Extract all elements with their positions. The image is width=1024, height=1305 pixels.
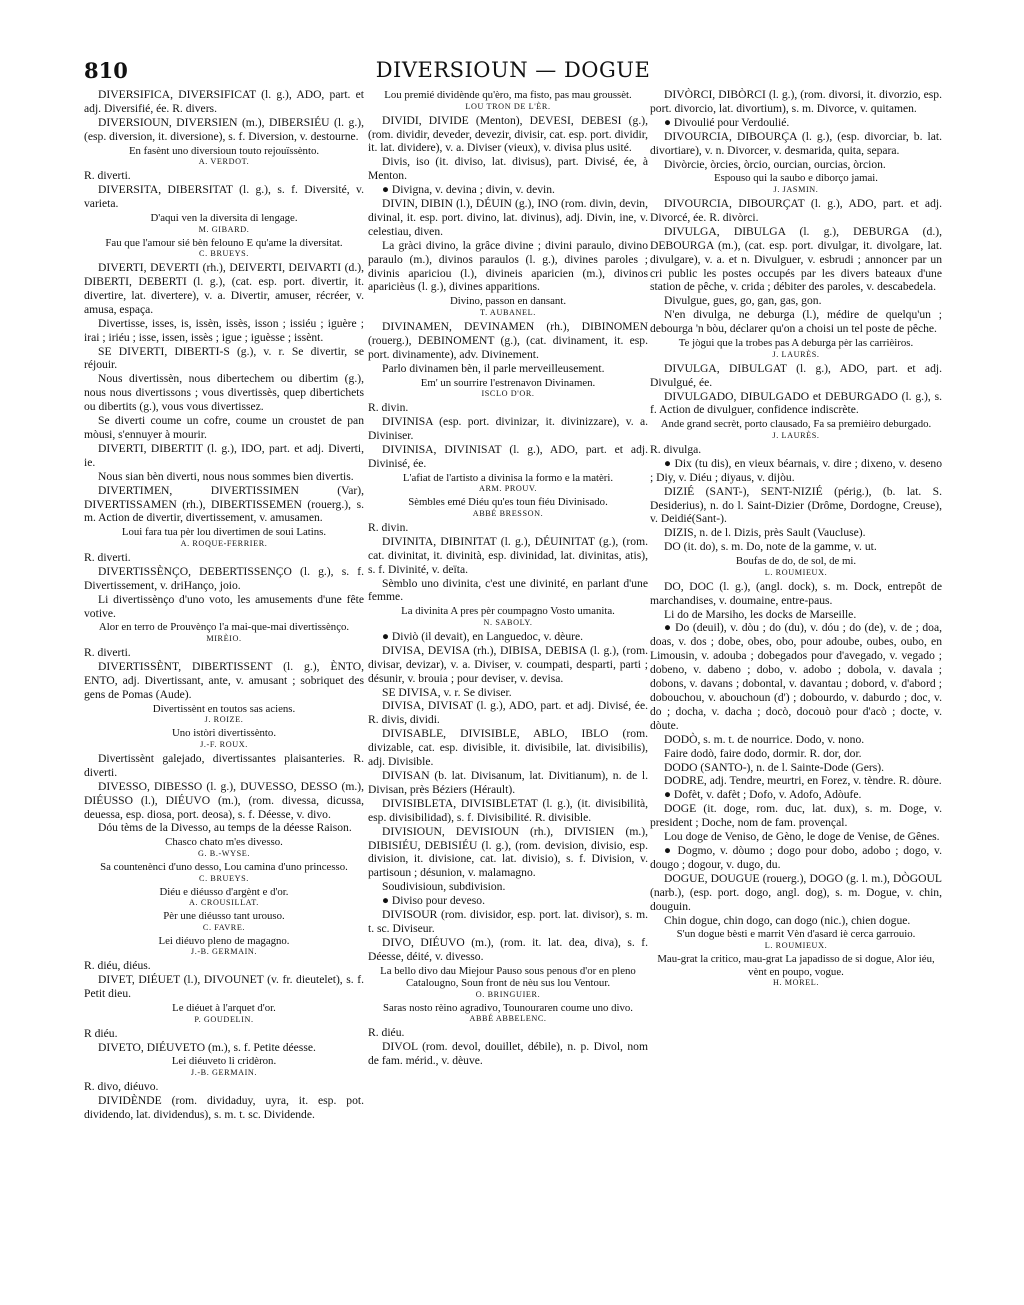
reference-line: R. diverti. bbox=[84, 169, 131, 183]
dictionary-entry: Parlo divinamen bèn, il parle merveilleusement. bbox=[382, 361, 605, 375]
dictionary-entry: ● Dogmo, v. dòumo ; dogo pour dobo, adobo ; dogo, v. dougo ; dogour, v. dugo, du. bbox=[650, 843, 942, 871]
quotation-author: A. CROUSILLAT. bbox=[189, 898, 259, 908]
reference-line: R. divin. bbox=[368, 520, 409, 534]
dictionary-entry: DIVERTI, DEVERTI (rh.), DEIVERTI, DEIVARTI (d.), DIBERTI, DEBERTI (l. g.), (cat. esp. port. divertir, it. divertire, lat. divertere), v. a. Divertir, amuser, récréer, v. amusa, espaça. bbox=[84, 261, 364, 316]
dictionary-entry: Divulgue, gues, go, gan, gas, gon. bbox=[664, 294, 822, 308]
dictionary-entry: La gràci divino, la grâce divine ; divini paraulo, divino paraulo (m.), divinos paraulos (l. g.), divines paroles ; divinis apariciou (l.), divineis aparicien (m.), divinos aparicièus (l. g.), divines apparitions. bbox=[368, 238, 648, 294]
quotation: En fasènt uno diversioun touto rejouïssènto. bbox=[128, 144, 320, 157]
quotation-author: C. BRUEYS. bbox=[199, 873, 249, 883]
quotation-author: ABBÉ ABBELENC. bbox=[469, 1014, 547, 1024]
dictionary-entry: Soudivisioun, subdivision. bbox=[382, 880, 506, 894]
column-left bbox=[84, 88, 364, 1293]
quotation: Lou premié dividènde qu'èro, ma fisto, pas mau groussèt. bbox=[384, 89, 632, 101]
dictionary-entry: ● Divigna, v. devina ; divin, v. devin. bbox=[382, 183, 555, 197]
reference-line: R. divulga. bbox=[650, 442, 702, 456]
quotation: Ande grand secrèt, porto clausado, Fa sa premièiro deburgado. bbox=[660, 418, 932, 431]
quotation: Lei diéuveto li cridèron. bbox=[171, 1055, 277, 1068]
quotation: Loui fara tua pèr lou divertimen de soui Latins. bbox=[121, 526, 327, 539]
dictionary-entry: DIVETO, DIÉUVETO (m.), s. f. Petite déesse. bbox=[98, 1040, 316, 1054]
quotation: La divinita A pres pèr coumpagno Vosto umanita. bbox=[401, 605, 615, 618]
dictionary-entry: DO, DOC (l. g.), (angl. dock), s. m. Dock, entrepôt de marchandises, v. doumaine, entre-paus. bbox=[650, 579, 942, 607]
dictionary-entry: DODO (SANTO-), n. de l. Sainte-Dode (Gers). bbox=[664, 760, 885, 774]
reference-line: R. diéu. bbox=[368, 1026, 405, 1040]
dictionary-entry: DIVULGA, DIBULGAT (l. g.), ADO, part. et adj. Divulgué, ée. bbox=[650, 361, 942, 389]
dictionary-entry: DIVOL (rom. devol, douillet, débile), n. p. Divol, nom de fam. mérid., v. dèuve. bbox=[368, 1040, 648, 1068]
dictionary-entry: Nous divertissèn, nous dibertechem ou dibertim (g.), nous nous divertissons ; vous divertissès, quep dibertichets ou dibertits (g.), vous vous divertissez. bbox=[84, 372, 364, 414]
quotation: Divertissènt en toutos sas aciens. bbox=[152, 702, 296, 715]
dictionary-entry: SE DIVISA, v. r. Se diviser. bbox=[382, 685, 512, 699]
quotation-author: C. FAVRE. bbox=[202, 922, 246, 932]
quotation-author: ABBÉ BRESSON. bbox=[472, 508, 544, 518]
dictionary-entry: DIVINAMEN, DEVINAMEN (rh.), DIBINOMEN (rouerg.), DEBINOMENT (g.), (cat. divinament, it. esp. port. divinamente), adv. Divinement. bbox=[368, 319, 648, 361]
dictionary-entry: DIVIDÈNDE (rom. dividaduy, uyra, it. esp. pot. dividendo, lat. dividendus), s. m. t. sc. Dividende. bbox=[84, 1093, 364, 1121]
quotation: Divino, passon en dansant. bbox=[449, 295, 567, 308]
dictionary-entry: Divòrcie, òrcies, òrcio, ourcian, ourcias, òrcion. bbox=[664, 157, 886, 171]
quotation: S'un dogue bèsti e marrit Vèn d'asard iè cerca garrouio. bbox=[676, 928, 916, 941]
dictionary-entry: DIVIN, DIBIN (l.), DÉUIN (g.), INO (rom. divin, devin, divinal, it. esp. port. divino, lat. divinus), adj. Divin, ine, v. celestiau, diven. bbox=[368, 197, 648, 238]
quotation: La bello divo dau Miejour Pauso sous penous d'or en pleno Catalougno, Soun front de nèu sus lou Ventour. bbox=[380, 964, 636, 990]
reference-line: R diéu. bbox=[84, 1026, 118, 1040]
dictionary-entry: DODÒ, s. m. t. de nourrice. Dodo, v. nono. bbox=[664, 732, 865, 746]
quotation: Lei diéuvo pleno de magagno. bbox=[158, 934, 290, 947]
dictionary-entry: DIVISA, DEVISA (rh.), DIBISA, DEBISA (l. g.), (rom. divisar, devizar), v. a. Diviser, v. coumpati, desparti, parti ; désunir, v. brouia ; pour deviser, v. devisa. bbox=[368, 643, 648, 685]
quotation: Boufas de do, de sol, de mi. bbox=[735, 555, 857, 568]
dictionary-entry: Dóu tèms de la Divesso, au temps de la déesse Raison. bbox=[98, 821, 352, 835]
dictionary-entry: DIVET, DIÉUET (l.), DIVOUNET (v. fr. dieutelet), s. f. Petit dieu. bbox=[84, 973, 364, 1001]
quotation: Mau-grat la critico, mau-grat La japadisso de si dogue, Alor iéu, vènt en poupo, vogue. bbox=[657, 953, 935, 978]
reference-line: R. divin. bbox=[368, 401, 409, 415]
column-right bbox=[650, 88, 942, 1293]
dictionary-entry: DIVERSITA, DIBERSITAT (l. g.), s. f. Diversité, v. varieta. bbox=[84, 183, 364, 211]
dictionary-entry: DIVERSIOUN, DIVERSIEN (m.), DIBERSIÉU (l. g.), (esp. diversion, it. diversione), s. f. Diversion, v. destourne. bbox=[84, 115, 364, 143]
quotation-author: ARM. PROUV. bbox=[478, 484, 538, 494]
reference-line: R. diverti. bbox=[84, 646, 131, 660]
dictionary-entry: DIVERSIFICA, DIVERSIFICAT (l. g.), ADO, part. et adj. Diversifié, ée. R. divers. bbox=[84, 88, 364, 115]
quotation-author: T. AUBANEL. bbox=[480, 307, 536, 317]
quotation: Alor en terro de Prouvènço l'a mai-que-mai divertissènço. bbox=[98, 621, 350, 634]
dictionary-entry: DIVERTISSÈNÇO, DEBERTISSENÇO (l. g.), s. f. Divertissement, v. driHanço, joio. bbox=[84, 564, 364, 592]
dictionary-entry: DIVULGADO, DIBULGADO et DEBURGADO (l. g.), s. f. Action de divulguer, confidence indiscrète. bbox=[650, 389, 942, 417]
page-number: 810 bbox=[84, 58, 128, 83]
dictionary-entry: ● Dofèt, v. dafèt ; Dofo, v. Adofo, Adòufe. bbox=[664, 788, 862, 802]
quotation-author: J.-B. GERMAIN. bbox=[190, 1068, 258, 1077]
dictionary-entry: DIVISABLE, DIVISIBLE, ABLO, IBLO (rom. divizable, cat. esp. divisible, it. divisibile, lat. divisibilis), adj. Divisible. bbox=[368, 727, 648, 769]
quotation-author: LOU TRON DE L'ÈR. bbox=[465, 101, 551, 111]
dictionary-entry: DIVINITA, DIBINITAT (l. g.), DÉUINITAT (g.), (rom. cat. divinitat, it. divinità, esp. divinidad, lat. divinitas, atis), s. f. Divinité, v. deïta. bbox=[368, 534, 648, 576]
dictionary-entry: DIVOURCIA, DIBOURÇA (l. g.), (esp. divorciar, b. lat. divortiare), v. n. Divorcer, v. desmarida, quita, separa. bbox=[650, 129, 942, 157]
quotation-author: L. ROUMIEUX. bbox=[764, 941, 828, 950]
page-header bbox=[84, 58, 942, 84]
dictionary-entry: DIVULGA, DIBULGA (l. g.), DEBURGA (d.), DEBOURGA (m.), (cat. esp. port. divulgar, it. divolgare, lat. divulgare), v. a. et n. Divulguer, v. esbrudi ; annoncer par un cri public les postes occupés par les divers bateaux d'une station de pêche, v. crida ; débiter des paroles, v. descabedela. bbox=[650, 224, 942, 294]
quotation-author: O. BRINGUIER. bbox=[475, 989, 541, 999]
quotation-author: J. LAURÈS. bbox=[772, 430, 820, 440]
reference-line: R. diéu, diéus. bbox=[84, 959, 151, 973]
dictionary-entry: N'en divulga, ne deburga (l.), médire de quelqu'un ; debourga 'n bòu, déclarer qu'on a choisi un tel poste de pêche. bbox=[650, 308, 942, 336]
dictionary-entry: DIZIS, n. de l. Dizis, près Sault (Vaucluse). bbox=[664, 526, 866, 540]
quotation-author: A. ROQUE-FERRIER. bbox=[180, 538, 268, 548]
quotation: Em' un sourrire l'estrenavon Divinamen. bbox=[420, 376, 596, 389]
dictionary-entry: Li do de Marsiho, les docks de Marseille. bbox=[664, 607, 857, 621]
reference-line: R. divo, diéuvo. bbox=[84, 1080, 159, 1093]
dictionary-entry: DIZIÉ (SANT-), SENT-NIZIÉ (périg.), (b. lat. S. Desiderius), n. do l. Saint-Dizier (Drôme, Dordogne, Creuse), v. Deidié(Sant-). bbox=[650, 484, 942, 526]
dictionary-entry: Nous sian bèn diverti, nous nous sommes bien divertis. bbox=[98, 469, 354, 483]
running-title: DIVERSIOUN — DOGUE bbox=[375, 58, 651, 82]
dictionary-entry: DIVÒRCI, DIBÒRCI (l. g.), (rom. divorsi, it. divorzio, esp. port. divorcio, lat. divortium), s. m. Divorce, v. quitamen. bbox=[650, 88, 942, 115]
dictionary-entry: DIVISA, DIVISAT (l. g.), ADO, part. et adj. Divisé, ée. R. divis, dividi. bbox=[368, 699, 648, 727]
quotation: Pèr une diéusso tant urouso. bbox=[163, 910, 285, 923]
dictionary-entry: Divis, iso (it. diviso, lat. divisus), part. Divisé, ée, à Menton. bbox=[368, 155, 648, 183]
dictionary-entry: DIVERTISSÈNT, DIBERTISSENT (l. g.), ÈNTO, ENTO, adj. Divertissant, ante, v. amusant ; sobriquet des gens de Pomas (Aude). bbox=[84, 659, 364, 701]
dictionary-entry: DO (it. do), s. m. Do, note de la gamme, v. ut. bbox=[664, 540, 877, 554]
quotation: Chasco chato m'es divesso. bbox=[165, 836, 283, 849]
quotation-author: N. SABOLY. bbox=[483, 617, 533, 627]
dictionary-entry: ● Dix (tu dis), en vieux béarnais, v. dire ; dixeno, v. deseno ; Diy, v. Diéu ; diyaus, v. dijòu. bbox=[650, 456, 942, 484]
dictionary-entry: DODRE, adj. Tendre, meurtri, en Forez, v. tèndre. R. dòure. bbox=[664, 774, 942, 788]
dictionary-entry: DIVOURCIA, DIBOURÇAT (l. g.), ADO, part. et adj. Divorcé, ée. R. divòrci. bbox=[650, 197, 942, 224]
quotation-author: J. LAURÈS. bbox=[772, 349, 820, 359]
quotation: Sa countenènci d'uno desso, Lou camina d'uno princesso. bbox=[100, 860, 348, 873]
quotation-author: G. B.-WYSE. bbox=[197, 848, 251, 858]
dictionary-entry: ● Divoulié pour Verdoulié. bbox=[664, 115, 790, 129]
quotation: D'aqui ven la diversita di lengage. bbox=[150, 211, 298, 224]
quotation: Le diéuet à l'arquet d'or. bbox=[172, 1002, 276, 1014]
dictionary-entry: DIVO, DIÉUVO (m.), (rom. it. lat. dea, diva), s. f. Déesse, déité, v. divesso. bbox=[368, 935, 648, 963]
dictionary-entry: ● Diviò (il devait), en Languedoc, v. dèure. bbox=[382, 629, 584, 643]
dictionary-entry: Chin dogue, chin dogo, can dogo (nic.), chien dogue. bbox=[664, 913, 911, 927]
quotation-author: J.-F. ROUX. bbox=[200, 739, 248, 749]
dictionary-entry: DIVERTI, DIBERTIT (l. g.), IDO, part. et adj. Diverti, ie. bbox=[84, 441, 364, 469]
quotation: Sèmbles emé Diéu qu'es toun fiéu Divinisado. bbox=[408, 496, 608, 509]
dictionary-entry: Li divertissènço d'uno voto, les amusements d'une fête votive. bbox=[84, 592, 364, 620]
column-middle bbox=[368, 88, 648, 1293]
quotation: Saras nosto rèino agradivo, Tounouraren coume uno divo. bbox=[382, 1001, 633, 1014]
quotation-author: ISCLO D'OR. bbox=[481, 389, 535, 399]
dictionary-entry: DIVISIBLETA, DIVISIBLETAT (l. g.), (it. divisibilità, esp. divisibilidad), s. f. Divisibilité. R. divisible. bbox=[368, 796, 648, 824]
quotation-author: H. MOREL. bbox=[772, 978, 820, 988]
dictionary-entry: DIVIDI, DIVIDE (Menton), DEVESI, DEBESI (g.), (rom. dividir, deveder, devezir, divisir, cat. esp. port. dividir, it. lat. dividere), v. a. Diviser (vieux), v. divisa plus usité. bbox=[368, 113, 648, 155]
quotation-author: J. ROIZE. bbox=[204, 715, 244, 725]
dictionary-entry: DOGE (it. doge, rom. duc, lat. dux), s. m. Doge, v. president ; Doche, nom de fam. provençal. bbox=[650, 802, 942, 830]
quotation-author: M. GIBARD. bbox=[198, 224, 250, 234]
dictionary-entry: ● Do (deuil), v. dòu ; do (du), v. dóu ; do (de), v. de ; doa, doas, v. dos ; dobe, obes, obo, pour adoube, oubes, oubo, en Limousin, v. adouba ; dobegados pour d'avegado, v. vegado ; dobeno, v. dabeno ; dobo, v. adobo ; dobola, v. davala ; dobons, v. davans ; dobontal, v. davantau ; dobord, v. d'abord ; dobouchou, v. abouchoun (d') ; dobourdo, v. daburdo ; doc, v. do ; docha, v. dacha ; docò, docouò pour d'acò ; docte, v. dòute. bbox=[650, 621, 942, 732]
dictionary-entry: DIVINISA, DIVINISAT (l. g.), ADO, part. et adj. Divinisé, ée. bbox=[368, 442, 648, 470]
dictionary-entry: Divertissènt galejado, divertissantes plaisanteries. R. diverti. bbox=[84, 751, 364, 779]
quotation: Uno istòri divertissènto. bbox=[171, 727, 277, 740]
reference-line: R. diverti. bbox=[84, 550, 131, 564]
dictionary-entry: DIVERTIMEN, DIVERTISSIMEN (Var), DIVERTISSAMEN (rh.), DIBERTISSEMEN (rouerg.), s. m. Action de divertir, divertissement, v. amusamen. bbox=[84, 483, 364, 525]
quotation: L'afiat de l'artisto a divinisa la formo e la matèri. bbox=[402, 471, 614, 484]
quotation: Fau que l'amour sié bèn felouno E qu'ame la diversitat. bbox=[105, 236, 343, 249]
dictionary-entry: Faire dodò, faire dodo, dormir. R. dor, dor. bbox=[664, 746, 862, 760]
dictionary-entry: DIVESSO, DIBESSO (l. g.), DUVESSO, DESSO (m.), DIÉUSSO (l.), DIÉUVO (m.), (rom. divessa, dicussa, deuessa, esp. diosa, port. deosa), s. f. Déesse, v. divo. bbox=[84, 779, 364, 821]
dictionary-entry: ● Diviso pour deveso. bbox=[382, 894, 485, 908]
quotation-author: J.-B. GERMAIN. bbox=[190, 947, 258, 957]
quotation-author: L. ROUMIEUX. bbox=[764, 567, 828, 577]
quotation: Diéu e diéusso d'argènt e d'or. bbox=[159, 885, 289, 898]
dictionary-entry: DIVINISA (esp. port. divinizar, it. divinizzare), v. a. Diviniser. bbox=[368, 415, 648, 442]
dictionary-entry: Sèmblo uno divinita, c'est une divinité, en parlant d'une femme. bbox=[368, 576, 648, 604]
quotation-author: A. VERDOT. bbox=[198, 157, 250, 167]
quotation-author: J. JASMIN. bbox=[773, 185, 819, 195]
dictionary-entry: Lou doge de Veniso, de Gèno, le doge de Venise, de Gênes. bbox=[664, 830, 940, 844]
dictionary-entry: DIVISOUR (rom. divisidor, esp. port. lat. divisor), s. m. t. sc. Diviseur. bbox=[368, 908, 648, 935]
dictionary-entry: Se diverti coume un cofre, coume un croustet de pan mòusi, s'ennuyer à mourir. bbox=[84, 414, 364, 441]
quotation: Espouso qui la saubo e diborço jamai. bbox=[713, 172, 879, 185]
quotation: Te jògui que la trobes pas A deburga pèr las carrièiros. bbox=[678, 337, 914, 350]
dictionary-entry: DIVISIOUN, DEVISIOUN (rh.), DIVISIEN (m.), DIBISIÉU, DEBISIÉU (l. g.), (rom. devision, divisio, esp. division, it. divisione, cat. lat. divisio), s. f. Division, v. partisoun ; désunion, v. malamagno. bbox=[368, 824, 648, 880]
quotation-author: MIRÈIO. bbox=[206, 634, 242, 644]
dictionary-entry: SE DIVERTI, DIBERTI-S (g.), v. r. Se divertir, se réjouir. bbox=[84, 344, 364, 372]
dictionary-entry: Divertisse, isses, is, issèn, issès, isson ; issiéu ; iguère ; irai ; iriéu ; isse, issen, issès ; igue ; iguèsse ; issènt. bbox=[84, 316, 364, 344]
quotation-author: P. GOUDELIN. bbox=[194, 1014, 254, 1024]
dictionary-entry: DIVISAN (b. lat. Divisanum, lat. Divitianum), n. de l. Divisan, près Béziers (Hérault). bbox=[368, 769, 648, 796]
dictionary-entry: DOGUE, DOUGUE (rouerg.), DOGO (g. l. m.), DÒGOUL (narb.), (esp. port. dogo, angl. dog), s. m. Dogue, v. chin, douguin. bbox=[650, 871, 942, 913]
quotation-author: C. BRUEYS. bbox=[199, 249, 249, 259]
